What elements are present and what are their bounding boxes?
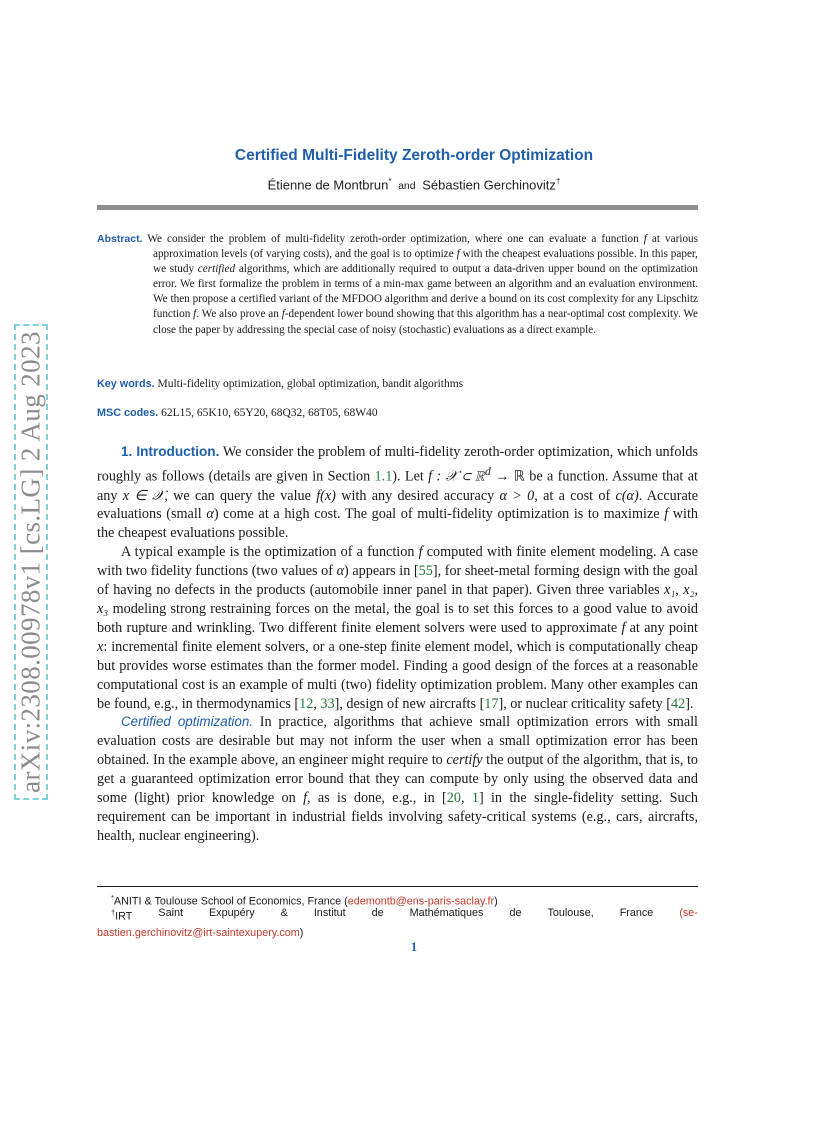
author-conjunction: and [398, 180, 416, 193]
math-f: f [193, 308, 197, 321]
body-text: computed with finite element modeling. A case with two fidelity functions (two values of [97, 544, 699, 580]
body-text: ], for sheet-metal forming design with the goal of having no defects in the products (automobile inner panel in that paper). Given three variables [97, 563, 698, 599]
author-1-mark: * [388, 177, 392, 186]
footnote-word: Mathématiques [409, 907, 484, 919]
abstract-text: . We also prove an [196, 308, 282, 321]
footnote-rule [97, 886, 698, 887]
arxiv-stamp: arXiv:2308.00978v1 [cs.LG] 2 Aug 2023 [15, 331, 46, 793]
body-text: ], design of new aircrafts [ [334, 695, 485, 712]
body-text: A typical example is the optimization of a function [121, 544, 419, 561]
abstract-text: algorithms, which are additionally required to output a data-driven upper bound on the optimization error. We first formalize the problem in terms of a min-max game between an algorithm and an evaluation environment. We then propose a certified variant of the MFDOO algorithm and derive a bound on its cost complexity for any Lipschitz function [153, 263, 698, 321]
body-text: : incremental finite element solvers, or a one-step finite element model, which is computationally cheap but provides worse estimates than the former model. Finding a good design of the forces at a reasonable computational cost is an example of multi (two) fidelity optimization problem. Many other examples can be found, e.g., in thermodynamics [ [97, 638, 698, 712]
footnote-text: ) [299, 926, 304, 939]
emph-certified: certified [197, 263, 236, 276]
math-inline: x₁, x₂, x₃ [97, 582, 698, 617]
footnote-word: & [280, 907, 288, 919]
body-text: ] in the single-fidelity setting. Such requirement can be important in industrial fields involving safety-critical systems (e.g., cars, aircrafts, health, nuclear engineering). [97, 790, 699, 844]
intro-paragraph-1 [97, 443, 698, 543]
body-text: In practice, algorithms that achieve small optimization errors with small evaluation costs are desirable but may not inform the user when a small optimization error has been obtained. In the example above, an engineer might require to [97, 714, 698, 769]
body-text: with any desired accuracy [335, 487, 500, 504]
msc-codes [97, 407, 698, 419]
email-link[interactable]: edemontb@ens-paris-saclay.fr [347, 895, 495, 908]
citation-link[interactable]: 17 [484, 695, 499, 712]
math-inline: x [97, 638, 104, 655]
msc-text: 62L15, 65K10, 65Y20, 68Q32, 68T05, 68W40 [161, 407, 378, 419]
author-line [0, 177, 828, 192]
author-2-mark: † [555, 177, 561, 186]
body-text: ) appears in [ [344, 563, 419, 580]
footnote-word: IRT [115, 910, 133, 923]
body-text: , [313, 695, 321, 712]
math-sup: d [484, 463, 491, 478]
math-inline: α [206, 506, 214, 523]
body-text: , [460, 790, 472, 807]
footnote-word: Saint [158, 907, 183, 919]
abstract-label: Abstract. [97, 233, 143, 245]
abstract-text: at various approximation levels (of varying costs), and the goal is to optimize [153, 233, 698, 261]
title-rule [97, 205, 698, 210]
page-number: 1 [410, 940, 418, 954]
footnote-mark: * [111, 893, 114, 902]
math-f: f [456, 248, 460, 261]
abstract-text: We consider the problem of multi-fidelity zeroth-order optimization, where one can evaluate a function [142, 233, 644, 245]
author-2: Sébastien Gerchinovitz [422, 177, 556, 193]
emph-certify: certify [446, 752, 483, 769]
body-text: , at a cost of [534, 487, 616, 504]
footnote-text: ) [494, 895, 498, 908]
math-inline: f [664, 506, 669, 523]
paper-title: Certified Multi-Fidelity Zeroth-order Optimization [234, 147, 594, 164]
citation-link[interactable]: 55 [418, 563, 433, 580]
citation-link[interactable]: 42 [671, 695, 686, 712]
abstract-text: -dependent lower bound showing that this algorithm has a near-optimal cost complexity. We close the paper by addressing the special case of noisy (stochastic) evaluations as a direct example. [153, 308, 698, 336]
footnote-mark: † [111, 908, 116, 917]
math-inline: α [336, 563, 345, 580]
footnote-word: de [509, 907, 522, 919]
body-text: We consider the problem of multi-fidelity zeroth-order optimization, which unfolds roughly as follows (details are given in Section [97, 444, 699, 485]
intro-paragraph-2 [97, 543, 698, 713]
body-text: ], or nuclear criticality safety [ [498, 695, 672, 712]
keywords-text: Multi-fidelity optimization, global optimization, bandit algorithms [157, 378, 464, 390]
body-text: the output of the algorithm, that is, to get a guaranteed optimization error bound that they can compute by only using the observed data and some (light) prior knowledge on [97, 752, 698, 807]
keywords [97, 378, 698, 390]
footnote-word: Expupéry [208, 907, 255, 919]
math-f: f [281, 308, 285, 321]
msc-label: MSC codes. [97, 407, 159, 419]
math-inline: f [621, 619, 626, 636]
citation-link[interactable]: 33 [320, 695, 335, 712]
math-f: f [643, 233, 647, 245]
body-text: ) come at a high cost. The goal of multi-fidelity optimization is to maximize [213, 506, 665, 523]
footnote-word: France [619, 907, 654, 919]
abstract [97, 232, 698, 338]
intro-paragraph-3 [97, 713, 698, 845]
keywords-label: Key words. [97, 378, 155, 390]
math-inline: f [303, 790, 308, 807]
math-inline: f [418, 544, 423, 561]
math-inline: x ∈ 𝒳 [122, 487, 165, 504]
footnote-2 [97, 905, 698, 941]
body-text: ]. [685, 695, 694, 712]
body-text: , we can query the value [164, 487, 317, 504]
math-inline: f : 𝒳 ⊂ ℝ [428, 468, 485, 485]
footnote-word: Institut [313, 907, 346, 919]
body-text: . Accurate evaluations (small [97, 487, 698, 523]
author-1: Étienne de Montbrun [267, 177, 389, 193]
citation-link[interactable]: 20 [446, 790, 461, 807]
body-text: with the cheapest evaluations possible. [97, 506, 698, 542]
abstract-text: with the cheapest evaluations possible. In this paper, we study [153, 248, 698, 276]
footnote-word: de [371, 907, 384, 919]
math-inline: f(x) [316, 487, 336, 504]
citation-link[interactable]: 12 [299, 695, 314, 712]
body-text: , as is done, e.g., in [ [307, 790, 447, 807]
introduction-section [97, 443, 698, 846]
body-text: at any point [625, 619, 699, 636]
footnote-text: ANITI & Toulouse School of Economics, France ( [113, 895, 348, 908]
email-link[interactable]: bastien.gerchinovitz@irt-saintexupery.com [97, 926, 300, 939]
section-ref-link[interactable]: 1.1 [374, 468, 393, 485]
body-text: modeling strong restraining forces on the metal, the goal is to set this forces to a good value to avoid both rupture and wrinkling. Two different finite element solvers were used to approximate [97, 600, 698, 636]
math-inline: c(α) [615, 487, 639, 504]
citation-link[interactable]: 1 [471, 790, 479, 807]
body-text: be a function. Assume that at any [97, 468, 698, 504]
section-heading: 1. Introduction. [121, 444, 220, 459]
math-inline: → ℝ [490, 468, 525, 485]
math-inline: α > 0 [499, 487, 535, 504]
paragraph-heading: Certified optimization. [121, 714, 254, 730]
email-link-start[interactable]: (se- [679, 907, 698, 919]
body-text: ). Let [392, 468, 429, 485]
footnote-word: Toulouse, [547, 907, 594, 919]
